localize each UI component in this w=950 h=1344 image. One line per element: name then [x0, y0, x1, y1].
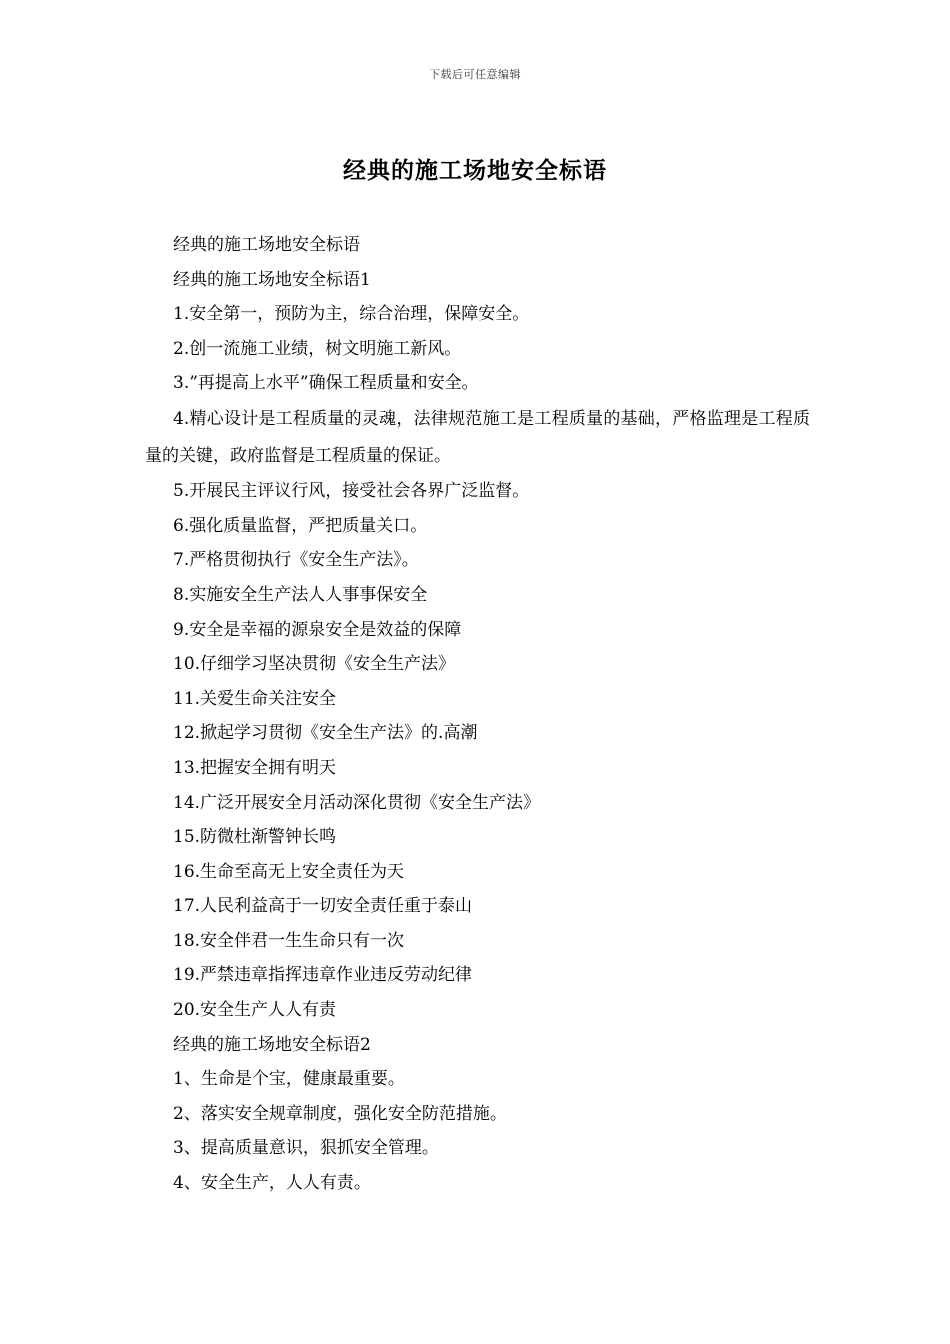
- paragraph-multiline: 4.精心设计是工程质量的灵魂，法律规范施工是工程质量的基础，严格监理是工程质量的关键，政府监督是工程质量的保证。: [145, 408, 810, 466]
- document-title: 经典的施工场地安全标语: [343, 157, 607, 184]
- paragraph-line: 11.关爱生命关注安全: [173, 688, 337, 709]
- paragraph-line: 13.把握安全拥有明天: [173, 757, 337, 778]
- paragraph-line: 16.生命至高无上安全责任为天: [173, 861, 405, 882]
- paragraph-line: 7.严格贯彻执行《安全生产法》。: [173, 550, 419, 571]
- paragraph-line: 经典的施工场地安全标语2: [173, 1034, 371, 1055]
- paragraph-line: 12.掀起学习贯彻《安全生产法》的.高潮: [173, 723, 478, 744]
- paragraph-line: 6.强化质量监督，严把质量关口。: [173, 515, 428, 536]
- paragraph-line: 15.防微杜渐警钟长鸣: [173, 827, 337, 848]
- paragraph-line: 经典的施工场地安全标语: [173, 235, 360, 255]
- page-header-note: 下载后可任意编辑: [429, 68, 521, 81]
- paragraph-line: 3.”再提高上水平”确保工程质量和安全。: [173, 373, 479, 394]
- paragraph-line: 1、生命是个宝，健康最重要。: [173, 1069, 405, 1090]
- paragraph-line: 2、落实安全规章制度，强化安全防范措施。: [173, 1103, 507, 1124]
- paragraph-line: 17.人民利益高于一切安全责任重于泰山: [173, 896, 473, 917]
- paragraph-line: 19.严禁违章指挥违章作业违反劳动纪律: [173, 965, 473, 986]
- paragraph-line: 9.安全是幸福的源泉安全是效益的保障: [173, 619, 462, 640]
- paragraph-line: 4、安全生产，人人有责。: [173, 1173, 371, 1194]
- paragraph-line: 18.安全伴君一生生命只有一次: [173, 930, 405, 951]
- paragraph-line: 5.开展民主评议行风，接受社会各界广泛监督。: [173, 481, 530, 502]
- paragraph-line: 经典的施工场地安全标语1: [173, 269, 371, 290]
- paragraph-line: 8.实施安全生产法人人事事保安全: [173, 584, 428, 605]
- paragraph-line: 14.广泛开展安全月活动深化贯彻《安全生产法》: [173, 792, 541, 813]
- document-body: [145, 228, 810, 1201]
- paragraph-line: 10.仔细学习坚决贯彻《安全生产法》: [173, 654, 456, 675]
- paragraph-line: 3、提高质量意识，狠抓安全管理。: [173, 1138, 439, 1159]
- paragraph-line: 20.安全生产人人有责: [173, 1000, 337, 1021]
- paragraph-line: 2.创一流施工业绩，树文明施工新风。: [173, 338, 462, 359]
- paragraph-line: 1.安全第一，预防为主，综合治理，保障安全。: [173, 304, 530, 325]
